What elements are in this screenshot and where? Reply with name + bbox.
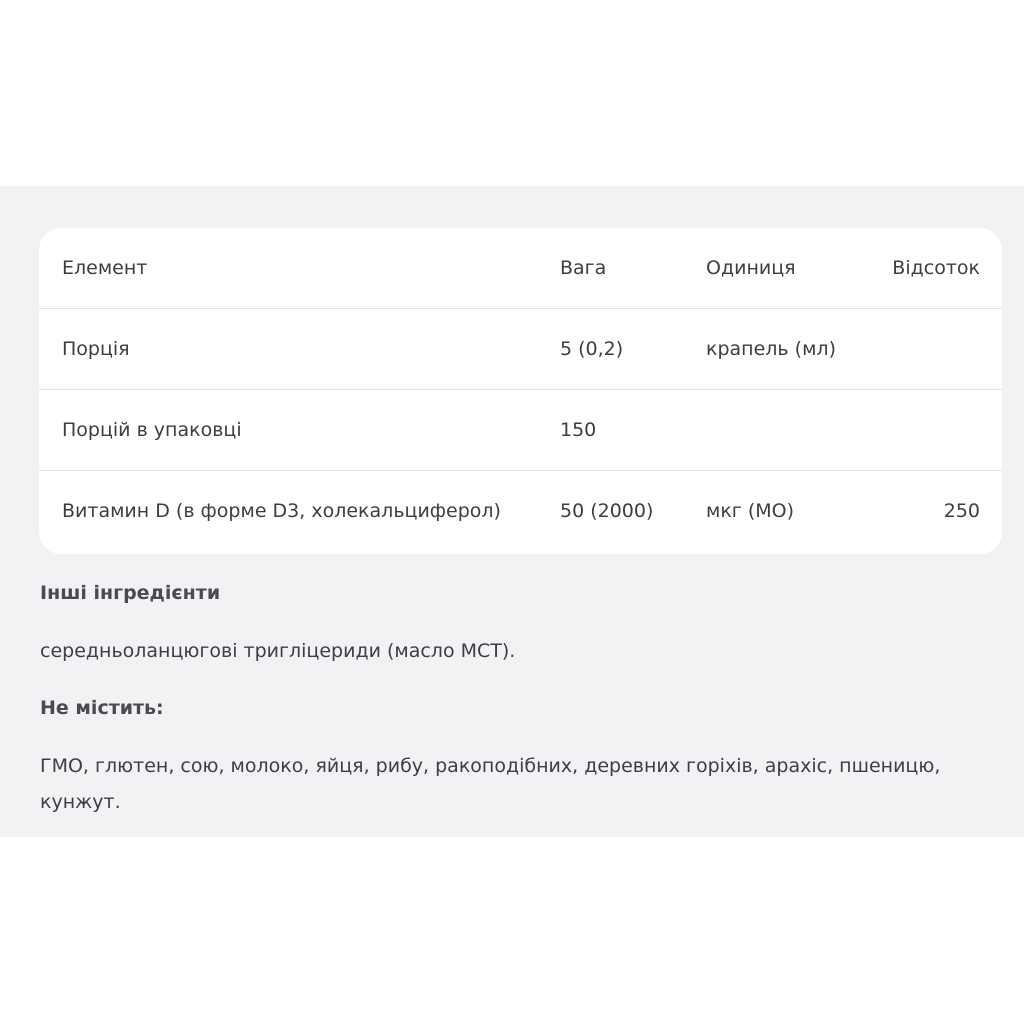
row-weight: 5 (0,2) <box>560 338 624 360</box>
other-ingredients-title: Інші інгредієнти <box>40 582 221 604</box>
table-row <box>39 471 1002 552</box>
row-weight: 150 <box>560 419 597 441</box>
row-unit: крапель (мл) <box>706 338 836 360</box>
header-percent: Відсоток <box>892 257 980 279</box>
table-row <box>39 309 1002 390</box>
other-ingredients-text: середньоланцюгові тригліцериди (масло МСТ). <box>40 640 516 662</box>
row-percent: 250 <box>943 500 980 522</box>
header-weight: Вага <box>560 257 607 279</box>
table-header-row <box>39 228 1002 309</box>
free-from-title: Не містить: <box>40 697 164 719</box>
supplement-info-panel <box>0 186 1024 837</box>
free-from-text: ГМО, глютен, сою, молоко, яйця, рибу, ракоподібних, деревних горіхів, арахіс, пшеницю, кунжут. <box>40 755 941 813</box>
table-row <box>39 390 1002 471</box>
header-element: Елемент <box>62 257 148 279</box>
row-unit: мкг (МО) <box>706 500 795 522</box>
row-element: Витамин D (в форме D3, холекальциферол) <box>62 500 501 522</box>
row-element: Порція <box>62 338 130 360</box>
supplement-facts-table <box>39 228 1002 554</box>
row-weight: 50 (2000) <box>560 500 654 522</box>
row-element: Порцій в упаковці <box>62 419 242 441</box>
header-unit: Одиниця <box>706 257 796 279</box>
